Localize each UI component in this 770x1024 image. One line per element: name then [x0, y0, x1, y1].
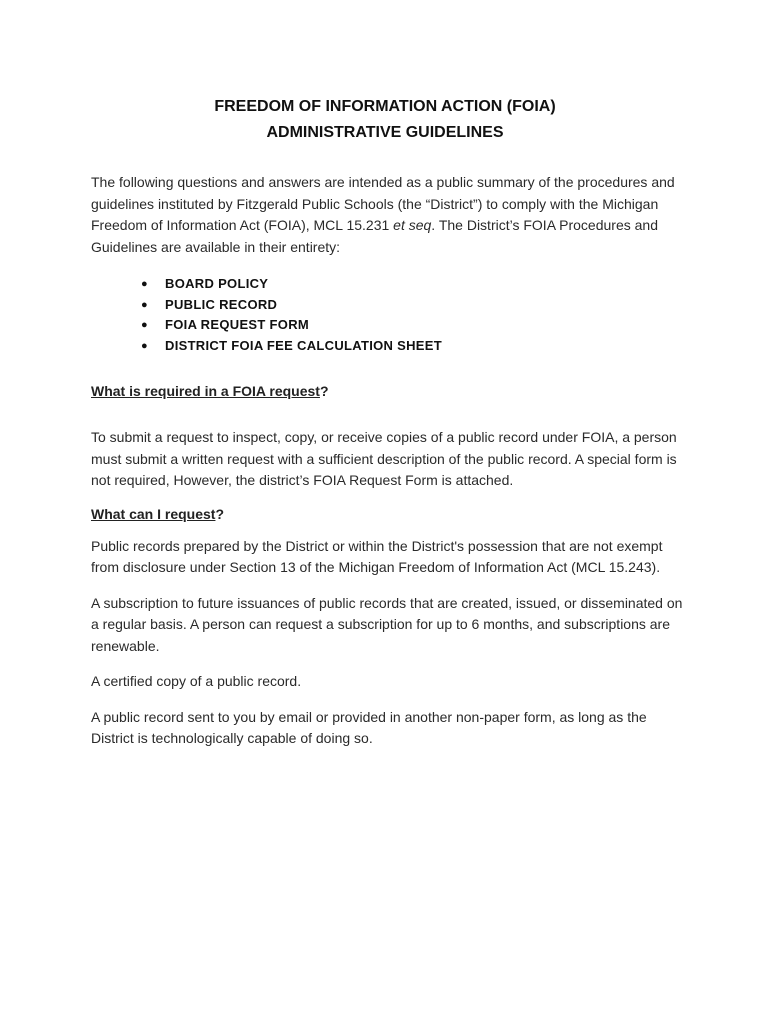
list-item-label: PUBLIC RECORD [165, 296, 278, 312]
request-paragraph-public-records: Public records prepared by the District or within the District's possession that are not exempt from disclosure under Section 13 of the Michigan Freedom of Information Act (MCL 15.243). [91, 537, 663, 575]
bullet-icon: ● [141, 339, 148, 352]
section-foia-requirements-body: To submit a request to inspect, copy, or receive copies of a public record under FOIA, a person must submit a written request with a sufficient description of the public record. A special form is not required, However, the district’s FOIA Request Form is attached. [91, 429, 677, 488]
intro-text-end: . The District’s FOIA Procedures and Guidelines are available in their entirety: [91, 217, 658, 255]
document-title-line-1: FREEDOM OF INFORMATION ACTION (FOIA) [214, 98, 556, 115]
list-item-label: BOARD POLICY [165, 276, 269, 291]
list-item-label: DISTRICT FOIA FEE CALCULATION SHEET [165, 337, 442, 353]
document-content [91, 94, 691, 750]
intro-text-start: The following questions and answers are intended as a public summary of the procedures and guidelines instituted by Fitzgerald Public Schools (the “District”) to comply with the Michigan Freedom of Information Act (FOIA), MCL 15.231 [91, 174, 675, 233]
request-paragraph-subscription: A subscription to future issuances of public records that are created, issued, or disseminated on a regular basis. A person can request a subscription for up to 6 months, and subscriptions are renewable. [91, 594, 683, 654]
list-item-fee-calculation-sheet [141, 336, 691, 357]
list-item-foia-request-form [141, 315, 691, 336]
list-item-public-record [141, 295, 691, 316]
list-item-board-policy [141, 274, 691, 295]
bullet-icon: ● [141, 278, 148, 290]
section-heading-foia-requirements [91, 383, 691, 399]
document-link-list [91, 274, 691, 356]
request-paragraph-certified-copy: A certified copy of a public record. [91, 673, 302, 689]
section-heading-what-can-i-request [91, 506, 691, 522]
document-title-line-2: ADMINISTRATIVE GUIDELINES [266, 124, 504, 141]
section-heading-suffix: ? [319, 383, 329, 399]
request-paragraph-electronic-copy: A public record sent to you by email or provided in another non-paper form, as long as the District is technologically capable of doing so. [91, 708, 647, 746]
list-item-label: FOIA REQUEST FORM [165, 317, 310, 332]
section-heading-text: What can I request [91, 505, 216, 522]
intro-paragraph [91, 172, 691, 258]
intro-italic-text: et seq [393, 217, 432, 233]
section-heading-suffix: ? [215, 505, 225, 522]
bullet-icon: ● [141, 298, 148, 311]
bullet-icon: ● [141, 319, 148, 331]
section-heading-text: What is required in a FOIA request [91, 383, 320, 399]
